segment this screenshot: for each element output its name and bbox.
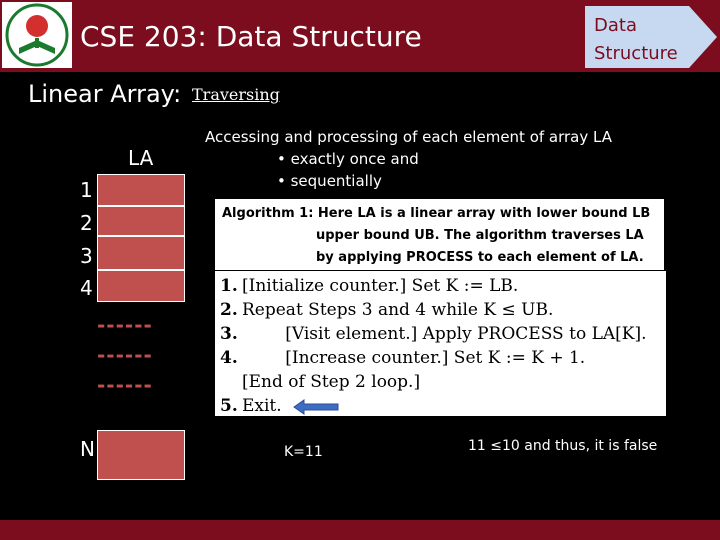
definition-bullet-2: • sequentially [277, 172, 382, 190]
algorithm-line-1: Algorithm 1: Here LA is a linear array with lower bound LB [222, 206, 651, 221]
definition-text: Accessing and processing of each element of array LA [205, 128, 612, 146]
section-subheading: Traversing [192, 85, 280, 104]
step-3: 3. [Visit element.] Apply PROCESS to LA[K]. [220, 324, 647, 344]
array-ellipsis-1: ------ [97, 313, 153, 337]
step-1: 1. [Initialize counter.] Set K := LB. [220, 276, 519, 296]
algorithm-line-2: upper bound UB. The algorithm traverses LA [316, 228, 644, 243]
array-label: LA [128, 146, 154, 170]
algorithm-line-3: by applying PROCESS to each element of LA. [316, 250, 644, 265]
array-index-1: 1 [80, 178, 93, 202]
array-index-4: 4 [80, 276, 93, 300]
traversal-definition [205, 126, 612, 192]
step-5: 5. Exit. [220, 396, 282, 416]
array-ellipsis-3: ------ [97, 373, 153, 397]
definition-bullet-1: • exactly once and [277, 150, 419, 168]
algorithm-steps [220, 274, 647, 418]
array-index-n: N [80, 437, 95, 461]
array-ellipsis-2: ------ [97, 343, 153, 367]
step-4: 4. [Increase counter.] Set K := K + 1. [220, 348, 586, 368]
array-cell-n [97, 430, 185, 480]
step-2: 2. Repeat Steps 3 and 4 while K ≤ UB. [220, 300, 554, 320]
algorithm-description [222, 203, 662, 269]
ribbon-line-1: Data [594, 15, 637, 36]
left-arrow-icon [292, 399, 340, 415]
step-loop-end: [End of Step 2 loop.] [242, 372, 421, 392]
array-index-2: 2 [80, 211, 93, 235]
array-cell-4 [97, 270, 185, 302]
array-cell-3 [97, 236, 185, 270]
loop-condition: 11 ≤10 and thus, it is false [468, 438, 658, 454]
slide-title: CSE 203: Data Structure [80, 20, 422, 53]
array-cell-1 [97, 174, 185, 206]
section-heading: Linear Array: [28, 80, 182, 108]
ribbon-line-2: Structure [594, 43, 678, 64]
array-cell-2 [97, 206, 185, 236]
counter-value: K=11 [284, 444, 323, 460]
footer-bar [0, 520, 720, 540]
ribbon-label [594, 12, 678, 68]
university-logo-icon [2, 2, 72, 68]
array-index-3: 3 [80, 244, 93, 268]
